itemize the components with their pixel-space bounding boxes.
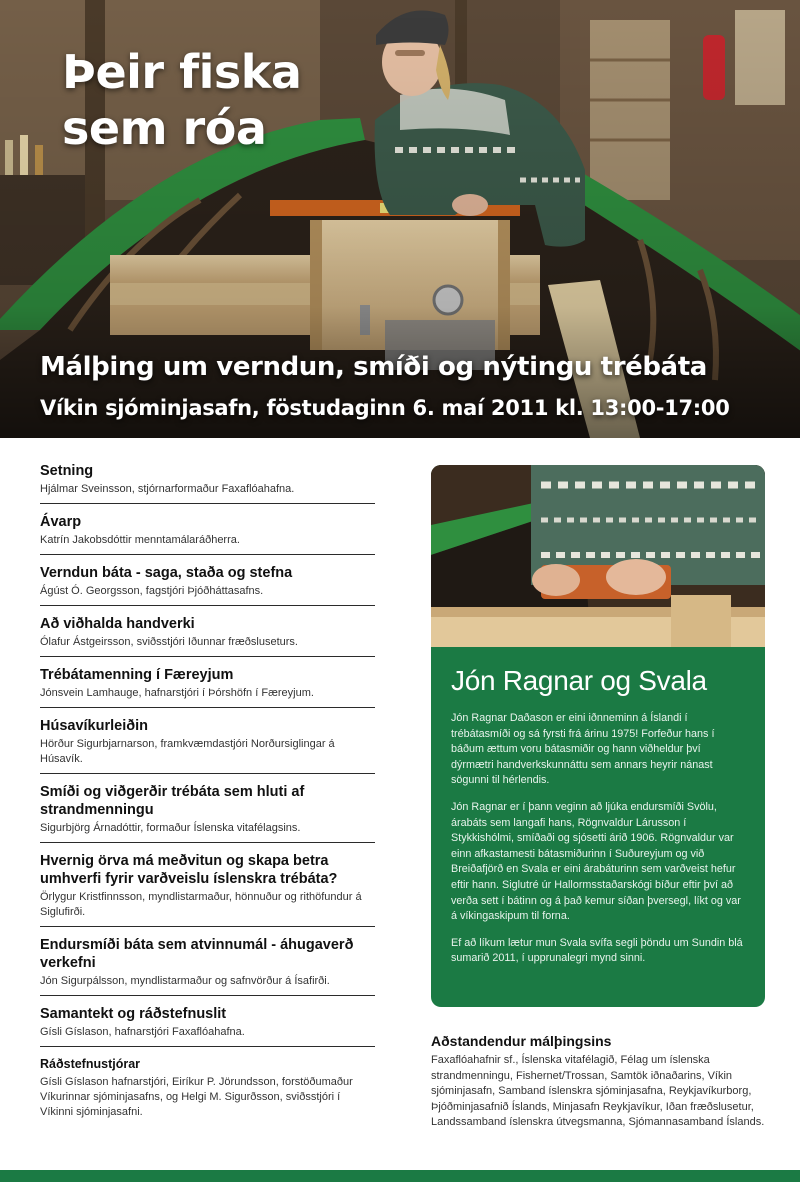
program-item-title: Endursmíði báta sem atvinnumál - áhugaverð verkefni	[40, 937, 354, 971]
hands-planing-wood-photo	[431, 465, 765, 647]
program-item-speaker: Jón Sigurpálsson, myndlistarmaður og safnvörður á Ísafirði.	[40, 975, 330, 987]
page-title	[62, 44, 301, 156]
program-item-title: Smíði og viðgerðir trébáta sem hluti af strandmenningu	[40, 784, 305, 818]
supporters-section	[431, 1032, 771, 1131]
feature-card-paragraph: Jón Ragnar Daðason er eini iðnneminn á Íslandi í trébátasmíði og sá fyrsti frá árinu 1975! Forfeður hans í báðum ættum voru bátasmiðir og hann viðheldur því dýrmætri handverkskunnáttu sem annars heyrir nánast sögunni til hérlendis.	[451, 712, 715, 787]
program-item-title: Ávarp	[40, 514, 82, 530]
event-subtitle: Málþing um verndun, smíði og nýtingu trébáta	[40, 352, 707, 382]
program-item-title: Trébátamenning í Færeyjum	[40, 667, 234, 683]
program-item-speaker: Hörður Sigurbjarnarson, framkvæmdastjóri Norðursiglingar á Húsavík.	[40, 738, 335, 765]
program-item-speaker: Örlygur Kristfinnsson, myndlistarmaður, hönnuður og rithöfundur á Siglufirði.	[40, 891, 362, 918]
program-item	[40, 936, 375, 996]
hero-banner	[0, 0, 800, 438]
program-item-speaker: Sigurbjörg Árnadóttir, formaður Íslenska vitafélagsins.	[40, 822, 301, 834]
program-item	[40, 564, 375, 606]
program-item	[40, 513, 375, 555]
event-date-location: Víkin sjóminjasafn, föstudaginn 6. maí 2011 kl. 13:00-17:00	[40, 396, 730, 420]
program-item-title: Að viðhalda handverki	[40, 616, 195, 632]
supporters-heading: Aðstandendur málþingsins	[431, 1033, 612, 1049]
program-item	[40, 615, 375, 657]
program-list	[40, 462, 375, 1120]
organizers-heading: Ráðstefnustjórar	[40, 1057, 141, 1071]
program-item-title: Verndun báta - saga, staða og stefna	[40, 565, 293, 581]
program-item	[40, 717, 375, 774]
program-item	[40, 1005, 375, 1047]
feature-card-title: Jón Ragnar og Svala	[451, 665, 707, 696]
program-item-speaker: Ólafur Ástgeirsson, sviðsstjóri Iðunnar fræðsluseturs.	[40, 636, 298, 648]
program-item-title: Samantekt og ráðstefnuslit	[40, 1006, 227, 1022]
program-item-speaker: Gísli Gíslason, hafnarstjóri Faxaflóahafna.	[40, 1026, 245, 1038]
feature-card-paragraph: Ef að líkum lætur mun Svala svífa segli þöndu um Sundin blá sumarið 2011, í upprunalegri mynd sinni.	[451, 936, 743, 965]
program-item-title: Húsavíkurleiðin	[40, 718, 148, 734]
program-item-speaker: Jónsvein Lamhauge, hafnarstjóri í Þórshöfn í Færeyjum.	[40, 687, 314, 699]
page-title-line-2: sem róa	[62, 101, 267, 155]
page-title-line-1: Þeir fiska	[62, 45, 302, 99]
feature-card	[431, 465, 765, 1007]
bottom-accent-bar	[0, 1170, 800, 1182]
program-item	[40, 462, 375, 504]
feature-card-paragraph: Jón Ragnar er í þann veginn að ljúka endursmíði Svölu, árabáts sem langafi hans, Rögnvaldur Lárusson í Stykkishólmi, smíðaði og sjósetti árið 1906. Rögnvaldur var einn afkastamesti bátasmiðurinn í Suðureyjum og við Breiðafjörð en Svala er eini árabáturinn sem varðveist hefur eftir hann. Siglutré úr Hallormsstaðarskógi bíður eftir því að verða sett í bátinn og á það kemur síðan þversegl, líkt og var á víkingaskipum til forna.	[451, 800, 741, 923]
program-item	[40, 852, 375, 927]
program-item-speaker: Ágúst Ó. Georgsson, fagstjóri Þjóðháttasafns.	[40, 585, 264, 597]
organizers-text: Gísli Gíslason hafnarstjóri, Eiríkur P. Jörundsson, forstöðumaður Víkurinnar sjóminjasafns, og Helgi M. Sigurðsson, sviðsstjóri í Víkinni sjóminjasafni.	[40, 1076, 353, 1118]
organizers-section	[40, 1056, 375, 1120]
program-item-speaker: Katrín Jakobsdóttir menntamálaráðherra.	[40, 534, 240, 546]
supporters-text: Faxaflóahafnir sf., Íslenska vitafélagið, Félag um íslenska strandmenningu, Fishernet/Trossan, Samtök iðnaðarins, Víkin sjóminjasafn, Samband íslenskra sjóminjasafna, Reykjavíkurborg, Þjóðminjasafnið Íslands, Minjasafn Reykjavíkur, Iðan fræðslusetur, Landssamband íslenskra útvegsmanna, Sjómannasamband Íslands.	[431, 1054, 765, 1129]
feature-card-body	[451, 711, 745, 967]
program-item	[40, 783, 375, 843]
program-item-speaker: Hjálmar Sveinsson, stjórnarformaður Faxaflóahafna.	[40, 483, 295, 495]
program-item-title: Setning	[40, 463, 94, 479]
program-item-title: Hvernig örva má meðvitun og skapa betra umhverfi fyrir varðveislu íslenskra trébáta?	[40, 853, 338, 887]
program-item	[40, 666, 375, 708]
